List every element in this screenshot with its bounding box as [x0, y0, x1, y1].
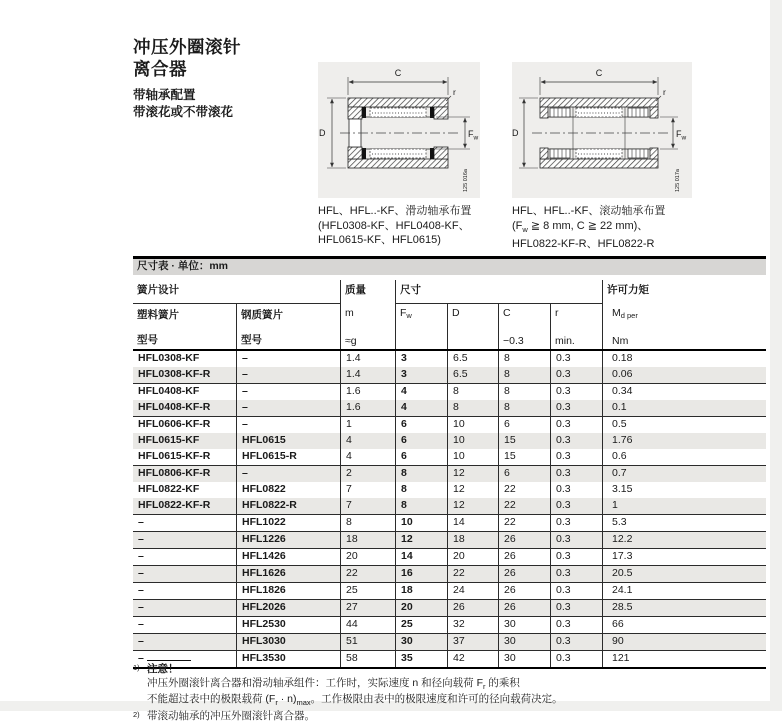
table-row	[133, 583, 766, 600]
group-header-torque: 许可力矩	[602, 280, 766, 304]
footnote-2-marker: 2)	[133, 709, 140, 719]
cell-steel-model: HFL0822-R	[236, 498, 340, 514]
cell-r: 0.3	[550, 417, 602, 433]
cell-fw: 3	[395, 367, 447, 383]
cell-d: 22	[447, 566, 498, 582]
dimension-label-d: D	[319, 128, 326, 138]
cell-r: 0.3	[550, 617, 602, 633]
cell-d: 12	[447, 466, 498, 482]
table-row	[133, 433, 766, 449]
cell-mass: 4	[340, 449, 395, 465]
cell-mass: 2	[340, 466, 395, 482]
cell-plastic-model: HFL0806-KF-R	[138, 467, 211, 479]
cell-fw: 12	[395, 532, 447, 548]
cell-md-per: 0.5	[602, 417, 766, 433]
cell-steel-model: –	[236, 417, 340, 433]
col-header-r: r min.	[550, 304, 602, 349]
cell-steel-model: HFL1626	[236, 566, 340, 582]
cell-plastic-model: HFL0822-KF	[138, 483, 200, 495]
cell-mass: 51	[340, 634, 395, 650]
figure-code: 125 016a	[463, 169, 469, 192]
cell-plastic-model: –	[138, 635, 144, 647]
table-row	[133, 566, 766, 583]
cell-md-per: 0.6	[602, 449, 766, 465]
cell-steel-model: –	[236, 466, 340, 482]
cell-r: 0.3	[550, 600, 602, 616]
caption-line: (HFL0308-KF、HFL0408-KF、	[318, 219, 470, 232]
cell-steel-model: HFL1426	[236, 549, 340, 565]
cell-d: 10	[447, 449, 498, 465]
cell-fw: 8	[395, 466, 447, 482]
col-header-d: D	[447, 304, 498, 349]
cell-md-per: 20.5	[602, 566, 766, 582]
cell-c: 26	[498, 600, 550, 616]
cell-fw: 10	[395, 515, 447, 531]
cell-plastic-model: –	[138, 550, 144, 562]
table-row	[133, 617, 766, 634]
footnote-separator	[147, 660, 191, 661]
cell-d: 10	[447, 417, 498, 433]
cell-mass: 1.4	[340, 367, 395, 383]
cell-steel-model: HFL1826	[236, 583, 340, 599]
dimension-label-c: C	[595, 68, 603, 78]
cell-c: 6	[498, 417, 550, 433]
size-table	[133, 256, 766, 669]
col-header-plastic-spring: 塑料簧片 型号	[137, 309, 179, 346]
cell-c: 26	[498, 532, 550, 548]
table-row	[133, 498, 766, 515]
table-row	[133, 400, 766, 417]
cell-plastic-model: HFL0408-KF-R	[138, 401, 211, 413]
cell-fw: 16	[395, 566, 447, 582]
cell-md-per: 28.5	[602, 600, 766, 616]
cell-mass: 25	[340, 583, 395, 599]
cell-md-per: 0.06	[602, 367, 766, 383]
cell-plastic-model: HFL0615-KF	[138, 434, 200, 446]
page-title	[133, 36, 313, 80]
cell-plastic-model: HFL0615-KF-R	[138, 450, 211, 462]
table-row	[133, 549, 766, 566]
cell-fw: 6	[395, 449, 447, 465]
cell-c: 26	[498, 566, 550, 582]
cell-md-per: 0.34	[602, 384, 766, 400]
cell-steel-model: –	[236, 384, 340, 400]
cell-r: 0.3	[550, 651, 602, 667]
cell-r: 0.3	[550, 498, 602, 514]
cell-steel-model: HFL2530	[236, 617, 340, 633]
cell-md-per: 5.3	[602, 515, 766, 531]
figure-plain-bearing-panel	[318, 62, 480, 198]
cell-mass: 4	[340, 433, 395, 449]
table-row	[133, 417, 766, 433]
cell-plastic-model: –	[138, 533, 144, 545]
table-sub-header-row	[133, 304, 766, 349]
cell-mass: 22	[340, 566, 395, 582]
cell-fw: 6	[395, 433, 447, 449]
cell-plastic-model: HFL0822-KF-R	[138, 499, 211, 511]
caption-line: HFL、HFL..-KF、滑动轴承布置	[318, 205, 472, 217]
cell-md-per: 1.76	[602, 433, 766, 449]
cell-md-per: 1	[602, 498, 766, 514]
figure-2-caption	[512, 204, 768, 252]
cell-md-per: 0.1	[602, 400, 766, 416]
footnotes	[133, 660, 753, 723]
table-row	[133, 532, 766, 549]
cell-d: 10	[447, 433, 498, 449]
dimension-label-r: r	[453, 87, 456, 97]
cell-d: 12	[447, 498, 498, 514]
cell-r: 0.3	[550, 532, 602, 548]
cell-r: 0.3	[550, 367, 602, 383]
cell-d: 14	[447, 515, 498, 531]
caption-line: ($F_w$ ≧ 8 mm, C ≧ 22 mm)、	[512, 219, 649, 234]
group-header-dimensions: 尺寸	[395, 280, 602, 304]
cell-steel-model: HFL3030	[236, 634, 340, 650]
cell-md-per: 0.7	[602, 466, 766, 482]
caption-line: HFL0822-KF-R、HFL0822-R	[512, 238, 655, 251]
cell-c: 22	[498, 498, 550, 514]
footnote-1-body-line1: 冲压外圈滚针离合器和滑动轴承组件：工作时，实际速度 n 和径向载荷 $F_r$ 的乘积	[147, 676, 520, 691]
cell-c: 8	[498, 367, 550, 383]
cell-r: 0.3	[550, 515, 602, 531]
table-row	[133, 634, 766, 651]
cell-c: 6	[498, 466, 550, 482]
cell-r: 0.3	[550, 351, 602, 367]
cell-steel-model: HFL0615	[236, 433, 340, 449]
col-header-c: C −0.3	[498, 304, 550, 349]
figure-1-caption	[318, 204, 510, 248]
cell-mass: 58	[340, 651, 395, 667]
group-header-spring-design: 簧片设计	[133, 280, 340, 304]
cell-plastic-model: –	[138, 652, 144, 664]
cell-r: 0.3	[550, 583, 602, 599]
cell-d: 8	[447, 384, 498, 400]
cell-r: 0.3	[550, 634, 602, 650]
cell-md-per: 66	[602, 617, 766, 633]
cell-c: 30	[498, 634, 550, 650]
cell-steel-model: HFL0822	[236, 482, 340, 498]
table-row	[133, 449, 766, 466]
cell-c: 30	[498, 651, 550, 667]
cell-plastic-model: HFL0308-KF	[138, 352, 200, 364]
cell-r: 0.3	[550, 433, 602, 449]
cell-d: 18	[447, 532, 498, 548]
cell-mass: 7	[340, 498, 395, 514]
cell-md-per: 90	[602, 634, 766, 650]
cell-steel-model: HFL1022	[236, 515, 340, 531]
table-row	[133, 367, 766, 384]
table-row	[133, 351, 766, 367]
cell-d: 20	[447, 549, 498, 565]
cell-steel-model: –	[236, 400, 340, 416]
table-row	[133, 515, 766, 532]
cell-md-per: 0.18	[602, 351, 766, 367]
cell-r: 0.3	[550, 482, 602, 498]
cell-fw: 3	[395, 351, 447, 367]
cell-md-per: 121	[602, 651, 766, 667]
cell-d: 37	[447, 634, 498, 650]
cell-steel-model: HFL3530	[236, 651, 340, 667]
cell-fw: 6	[395, 417, 447, 433]
cell-c: 15	[498, 449, 550, 465]
footnote-1-marker: 1)	[133, 663, 140, 672]
cell-fw: 4	[395, 400, 447, 416]
cell-mass: 18	[340, 532, 395, 548]
cell-c: 8	[498, 400, 550, 416]
cell-c: 22	[498, 482, 550, 498]
cell-md-per: 3.15	[602, 482, 766, 498]
cell-fw: 25	[395, 617, 447, 633]
table-row	[133, 466, 766, 482]
cell-c: 8	[498, 384, 550, 400]
cell-r: 0.3	[550, 466, 602, 482]
cell-fw: 14	[395, 549, 447, 565]
cell-plastic-model: –	[138, 618, 144, 630]
dimension-label-r: r	[663, 87, 666, 97]
cell-d: 24	[447, 583, 498, 599]
cell-steel-model: HFL1226	[236, 532, 340, 548]
cell-plastic-model: HFL0308-KF-R	[138, 368, 211, 380]
cell-r: 0.3	[550, 384, 602, 400]
table-row	[133, 384, 766, 400]
table-row	[133, 600, 766, 617]
col-header-fw: Fw	[395, 304, 447, 349]
cell-steel-model: HFL2026	[236, 600, 340, 616]
cell-d: 6.5	[447, 351, 498, 367]
footnote-1-body-line2: 不能超过表中的极限载荷 $(F_r \cdot n)_{max}$。工作极限由表中的极限速度和许可的径向载荷决定。	[147, 693, 563, 708]
table-row	[133, 482, 766, 498]
cell-c: 15	[498, 433, 550, 449]
table-group-header-row	[133, 280, 766, 304]
cell-steel-model: –	[236, 367, 340, 383]
cell-fw: 35	[395, 651, 447, 667]
cell-fw: 20	[395, 600, 447, 616]
cell-d: 6.5	[447, 367, 498, 383]
figure-code: 125 017a	[675, 169, 681, 192]
cell-d: 8	[447, 400, 498, 416]
table-body	[133, 349, 766, 669]
page-title-line2: 离合器	[133, 59, 187, 79]
cell-d: 26	[447, 600, 498, 616]
page-edge-right	[770, 0, 782, 711]
cell-plastic-model: –	[138, 601, 144, 613]
cell-mass: 8	[340, 515, 395, 531]
bearing-drawing-plain	[318, 62, 480, 198]
cell-mass: 1	[340, 417, 395, 433]
cell-steel-model: –	[236, 351, 340, 367]
title-block	[133, 36, 313, 121]
page-subtitle-line2: 带滚花或不带滚花	[133, 105, 234, 119]
dimension-label-fw: $F_w$	[676, 129, 687, 142]
dimension-label-d: D	[512, 128, 519, 138]
cell-md-per: 17.3	[602, 549, 766, 565]
page-subtitle-line1: 带轴承配置	[133, 88, 196, 102]
cell-c: 8	[498, 351, 550, 367]
dimension-label-fw: $F_w$	[468, 129, 479, 142]
col-header-mass: m ≈g	[340, 304, 395, 349]
cell-r: 0.3	[550, 566, 602, 582]
cell-mass: 1.6	[340, 384, 395, 400]
col-header-steel-spring: 钢质簧片 型号	[236, 304, 340, 349]
page-title-line1: 冲压外圈滚针	[133, 37, 241, 57]
cell-fw: 18	[395, 583, 447, 599]
cell-steel-model: HFL0615-R	[236, 449, 340, 465]
cell-plastic-model: –	[138, 584, 144, 596]
dimension-label-c: C	[394, 68, 402, 78]
cell-r: 0.3	[550, 449, 602, 465]
cell-fw: 8	[395, 482, 447, 498]
cell-d: 42	[447, 651, 498, 667]
cell-c: 26	[498, 583, 550, 599]
cell-d: 12	[447, 482, 498, 498]
cell-mass: 44	[340, 617, 395, 633]
cell-mass: 7	[340, 482, 395, 498]
cell-plastic-model: –	[138, 567, 144, 579]
cell-mass: 27	[340, 600, 395, 616]
cell-mass: 1.6	[340, 400, 395, 416]
cell-c: 26	[498, 549, 550, 565]
caption-line: HFL0615-KF、HFL0615)	[318, 234, 441, 246]
bearing-drawing-rolling	[512, 62, 692, 198]
table-title-bar: 尺寸表 · 单位：mm	[133, 256, 766, 275]
figure-rolling-bearing-panel	[512, 62, 692, 198]
cell-d: 32	[447, 617, 498, 633]
col-header-md-per: Md per Nm	[602, 304, 766, 349]
cell-r: 0.3	[550, 400, 602, 416]
footnote-2: 2) 带滚动轴承的冲压外圈滚针离合器。	[133, 709, 315, 722]
cell-plastic-model: –	[138, 516, 144, 528]
cell-md-per: 24.1	[602, 583, 766, 599]
footnote-1-title: 1) 注意！	[133, 663, 179, 675]
cell-fw: 4	[395, 384, 447, 400]
cell-r: 0.3	[550, 549, 602, 565]
cell-mass: 20	[340, 549, 395, 565]
group-header-mass: 质量	[340, 280, 395, 304]
cell-c: 30	[498, 617, 550, 633]
cell-fw: 30	[395, 634, 447, 650]
cell-fw: 8	[395, 498, 447, 514]
cell-plastic-model: HFL0606-KF-R	[138, 418, 211, 430]
cell-md-per: 12.2	[602, 532, 766, 548]
page-subtitle	[133, 87, 313, 121]
cell-mass: 1.4	[340, 351, 395, 367]
cell-plastic-model: HFL0408-KF	[138, 385, 200, 397]
cell-c: 22	[498, 515, 550, 531]
caption-line: HFL、HFL..-KF、滚动轴承布置	[512, 205, 666, 217]
